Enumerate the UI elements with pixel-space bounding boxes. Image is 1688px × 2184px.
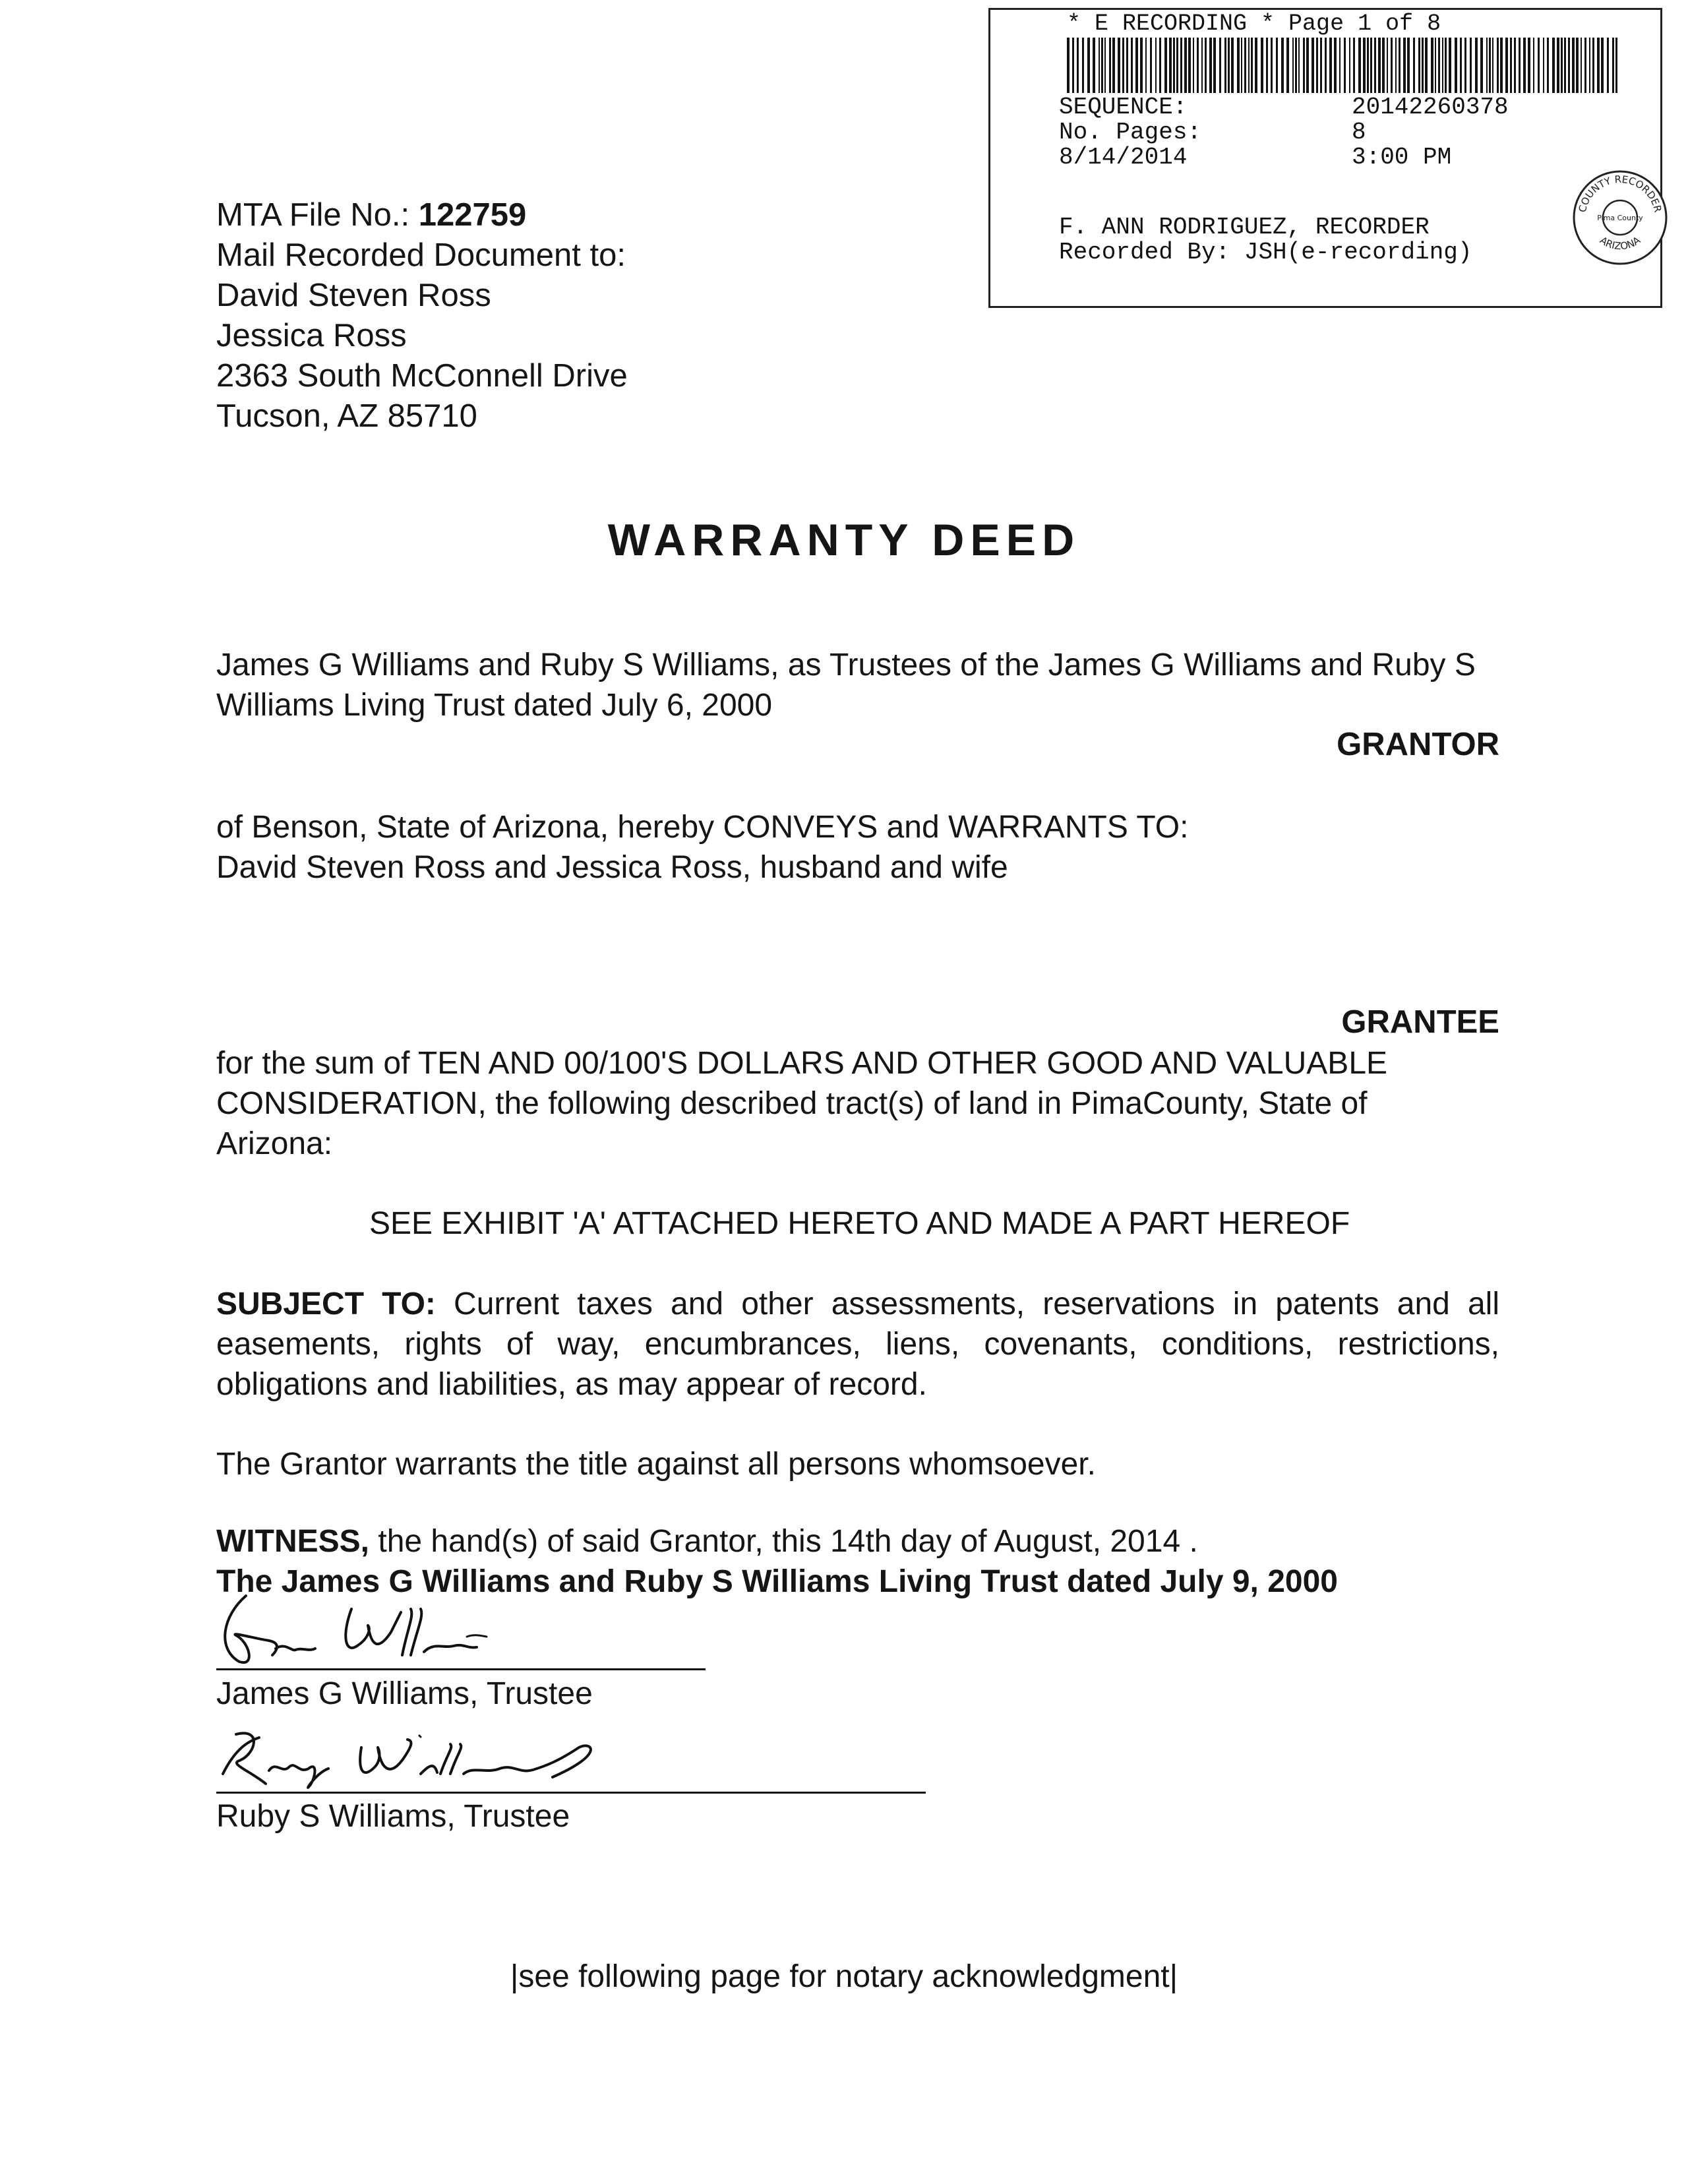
subject-to-line-1 [216, 1284, 1499, 1324]
consideration-line-2: CONSIDERATION, the following described tract(s) of land in PimaCounty, State of [216, 1086, 1368, 1121]
grantor-label: GRANTOR [1337, 727, 1499, 762]
barcode [1067, 38, 1617, 93]
pages-label: No. Pages: [1059, 119, 1202, 146]
consideration-line-1: for the sum of TEN AND 00/100'S DOLLARS AND OTHER GOOD AND VALUABLE [216, 1046, 1388, 1081]
ruby-williams-signature [210, 1721, 632, 1794]
recording-date: 8/14/2014 [1059, 144, 1188, 171]
seal-top-text: COUNTY RECORDER [1576, 173, 1664, 214]
county-seal [1571, 168, 1670, 267]
mail-to-name-2: Jessica Ross [216, 318, 407, 353]
sequence-label: SEQUENCE: [1059, 94, 1188, 121]
grantor-line-2: Williams Living Trust dated July 6, 2000 [216, 688, 773, 723]
mail-to-label: Mail Recorded Document to: [216, 237, 626, 273]
subject-to-label: SUBJECT TO: [216, 1287, 436, 1321]
subject-to-line-3: obligations and liabilities, as may appear of record. [216, 1367, 927, 1402]
subject-to-text-1: Current taxes and other assessments, reservations in patents and all [454, 1287, 1499, 1321]
conveyance-line-1: of Benson, State of Arizona, hereby CONVEYS and WARRANTS TO: [216, 810, 1189, 845]
stamp-header: * E RECORDING * Page 1 of 8 [1067, 11, 1441, 37]
james-williams-signature [210, 1589, 553, 1668]
consideration-line-3: Arizona: [216, 1126, 333, 1161]
warranty-statement: The Grantor warrants the title against all persons whomsoever. [216, 1447, 1096, 1482]
witness-line [216, 1521, 1198, 1562]
file-number-line [216, 195, 526, 235]
pages-count: 8 [1352, 119, 1366, 146]
seal-center-text: Pima County [1597, 214, 1643, 222]
notary-reference: |see following page for notary acknowledgment| [510, 1959, 1178, 1994]
recording-time: 3:00 PM [1352, 144, 1452, 171]
file-number-label: MTA File No.: [216, 197, 410, 233]
sequence-number: 20142260378 [1352, 94, 1509, 121]
trust-name: The James G Williams and Ruby S Williams Living Trust dated July 9, 2000 [216, 1564, 1338, 1599]
signer-1-caption: James G Williams, Trustee [216, 1676, 593, 1711]
mail-to-city: Tucson, AZ 85710 [216, 398, 477, 434]
mail-to-name-1: David Steven Ross [216, 278, 491, 313]
grantee-label: GRANTEE [1341, 1004, 1499, 1040]
exhibit-reference: SEE EXHIBIT 'A' ATTACHED HERETO AND MADE A PART HEREOF [369, 1206, 1350, 1241]
witness-text: the hand(s) of said Grantor, this 14th day of August, 2014 . [378, 1524, 1198, 1559]
witness-label: WITNESS, [216, 1524, 370, 1559]
mail-to-street: 2363 South McConnell Drive [216, 358, 628, 394]
recorded-by: Recorded By: JSH(e-recording) [1059, 239, 1472, 266]
subject-to-line-2: easements, rights of way, encumbrances, liens, covenants, conditions, restrictions, [216, 1327, 1499, 1362]
signature-line-1 [216, 1668, 706, 1670]
recording-stamp [988, 8, 1662, 308]
signer-2-caption: Ruby S Williams, Trustee [216, 1799, 570, 1834]
recorder-name: F. ANN RODRIGUEZ, RECORDER [1059, 214, 1430, 241]
seal-bottom-text: ARIZONA [1597, 234, 1643, 253]
file-number: 122759 [418, 197, 527, 233]
grantee-names: David Steven Ross and Jessica Ross, husband and wife [216, 850, 1008, 885]
signature-line-2 [216, 1792, 926, 1794]
grantor-line-1: James G Williams and Ruby S Williams, as Trustees of the James G Williams and Ruby S [216, 648, 1476, 682]
document-title: WARRANTY DEED [607, 515, 1081, 565]
